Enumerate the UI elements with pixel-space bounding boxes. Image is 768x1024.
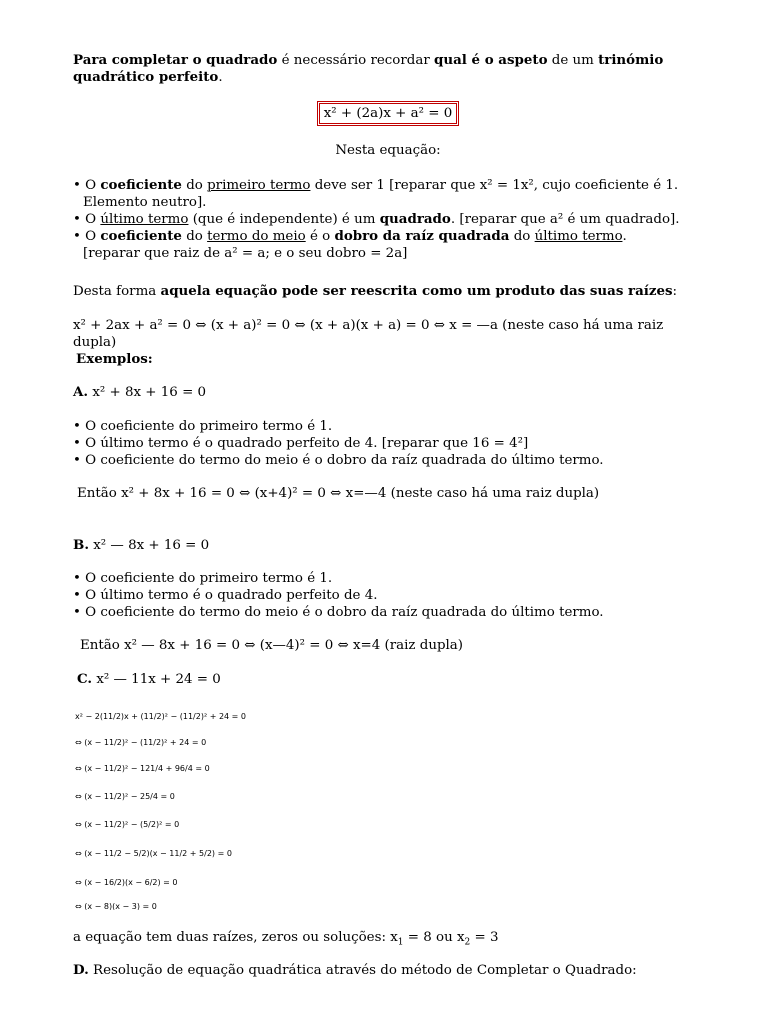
example-a-eq: x² + 8x + 16 = 0 [88,385,207,400]
intro-bold-2: qual é o aspeto [433,52,548,68]
concl-b: = 8 ou x [403,930,465,945]
intro-paragraph [73,52,703,86]
intro-text-1: é necessário recordar [277,53,434,68]
concl-sub2: 2 [464,937,471,948]
intro-bold-3: trinómio quadrático perfeito [73,52,664,85]
example-c-eq: x² — 11x + 24 = 0 [92,672,221,687]
rule-2 [73,211,703,228]
rules-list [73,177,703,262]
example-a-conclusion: Então x² + 8x + 16 = 0 ⇔ (x+4)² = 0 ⇔ x=—4 (neste caso há uma raiz dupla) [77,486,600,501]
rule-3-f: do [509,229,535,244]
desta-a: Desta forma [73,284,161,299]
formula-box-text: x² + (2a)x + a² = 0 [319,103,458,124]
example-c-equation [77,671,707,688]
rule-3-a: • O [73,229,101,244]
example-d-label: D. [73,962,89,978]
step-5: ⇔ (x − 11/2 − 5/2)(x − 11/2 + 5/2) = 0 [75,849,232,858]
example-b-point-3: • O coeficiente do termo do meio é o dobro da raíz quadrada do último termo. [73,605,604,620]
rule-1-c: do [181,178,208,193]
desta-c: : [672,284,678,299]
rule-3-d: é o [305,229,335,244]
example-b-point-2: • O último termo é o quadrado perfeito de 4. [73,588,378,603]
concl-a: a equação tem duas raízes, zeros ou soluções: x [73,930,398,945]
example-b-conclusion: Então x² — 8x + 16 = 0 ⇔ (x—4)² = 0 ⇔ x=4 (raiz dupla) [80,638,464,653]
nesta-equacao-heading: Nesta equação: [335,143,441,158]
rule-1-continuation: Elemento neutro]. [83,195,207,210]
intro-text-2: de um [547,53,599,68]
step-3: ⇔ (x − 11/2)² − 25/4 = 0 [75,792,175,801]
rule-2-d: . [reparar que a² é um quadrado]. [450,212,680,227]
exemplos-text: Exemplos: [76,351,153,367]
example-a-points [73,418,703,469]
example-b-label: B. [73,537,89,553]
concl-sub1: 1 [397,937,404,948]
example-b-equation [73,537,703,554]
rule-1-d: deve ser 1 [reparar que x² = 1x², cujo coeficiente é 1. [310,178,679,193]
example-c-conclusion [73,929,703,952]
formula-box [317,101,460,126]
rule-3-c: do [181,229,208,244]
step-7: ⇔ (x − 8)(x − 3) = 0 [75,902,157,910]
example-d-text: Resolução de equação quadrática através do método de Completar o Quadrado: [88,963,637,978]
handwritten-steps-image [73,705,293,910]
rule-1 [73,177,703,194]
rule-2-b: (que é independente) é um [188,212,380,227]
rule-3-u: termo do meio [207,229,306,244]
concl-c: = 3 [470,930,499,945]
example-b-points [73,570,703,621]
intro-text-3: . [218,70,223,85]
desta-b: aquela equação pode ser reescrita como um produto das suas raízes [160,283,673,299]
example-a-point-3: • O coeficiente do termo do meio é o dobro da raíz quadrada do último termo. [73,453,604,468]
example-a-point-1: • O coeficiente do primeiro termo é 1. [73,419,333,434]
example-b-point-1: • O coeficiente do primeiro termo é 1. [73,571,333,586]
rule-3-b: coeficiente [100,228,182,244]
rule-2-c: quadrado [379,211,451,227]
step-2: ⇔ (x − 11/2)² − 121/4 + 96/4 = 0 [75,764,210,773]
rule-3-u2: último termo [534,229,623,244]
step-0: x² − 2(11/2)x + (11/2)² − (11/2)² + 24 = 0 [75,712,247,721]
step-4: ⇔ (x − 11/2)² − (5/2)² = 0 [75,820,180,829]
rule-1-b: coeficiente [100,177,182,193]
step-1: ⇔ (x − 11/2)² − (11/2)² + 24 = 0 [75,738,207,747]
step-6: ⇔ (x − 16/2)(x − 6/2) = 0 [75,878,178,887]
rule-1-u: primeiro termo [207,178,311,193]
identity-line: x² + 2ax + a² = 0 ⇔ (x + a)² = 0 ⇔ (x + a)(x + a) = 0 ⇔ x = —a (neste caso há uma raiz dupla) [73,318,664,350]
example-a-point-2: • O último termo é o quadrado perfeito de 4. [reparar que 16 = 4²] [73,436,529,451]
example-a-equation [73,384,703,401]
example-b-eq: x² — 8x + 16 = 0 [88,538,210,553]
exemplos-heading [76,351,706,368]
rule-1-a: • O [73,178,101,193]
rule-3 [73,228,703,245]
desta-forma-paragraph [73,283,703,300]
handwritten-steps-svg [73,705,293,910]
example-c-label: C. [77,671,93,687]
intro-bold-1: Para completar o quadrado [73,52,278,68]
rule-2-a: • O [73,212,101,227]
example-a-label: A. [73,384,89,400]
rule-2-u: último termo [100,212,189,227]
rule-3-continuation: [reparar que raiz de a² = a; e o seu dobro = 2a] [83,246,408,261]
rule-3-g: . [622,229,627,244]
example-d-heading [73,962,703,979]
rule-3-e: dobro da raíz quadrada [334,228,510,244]
formula-box-wrap [73,101,703,126]
